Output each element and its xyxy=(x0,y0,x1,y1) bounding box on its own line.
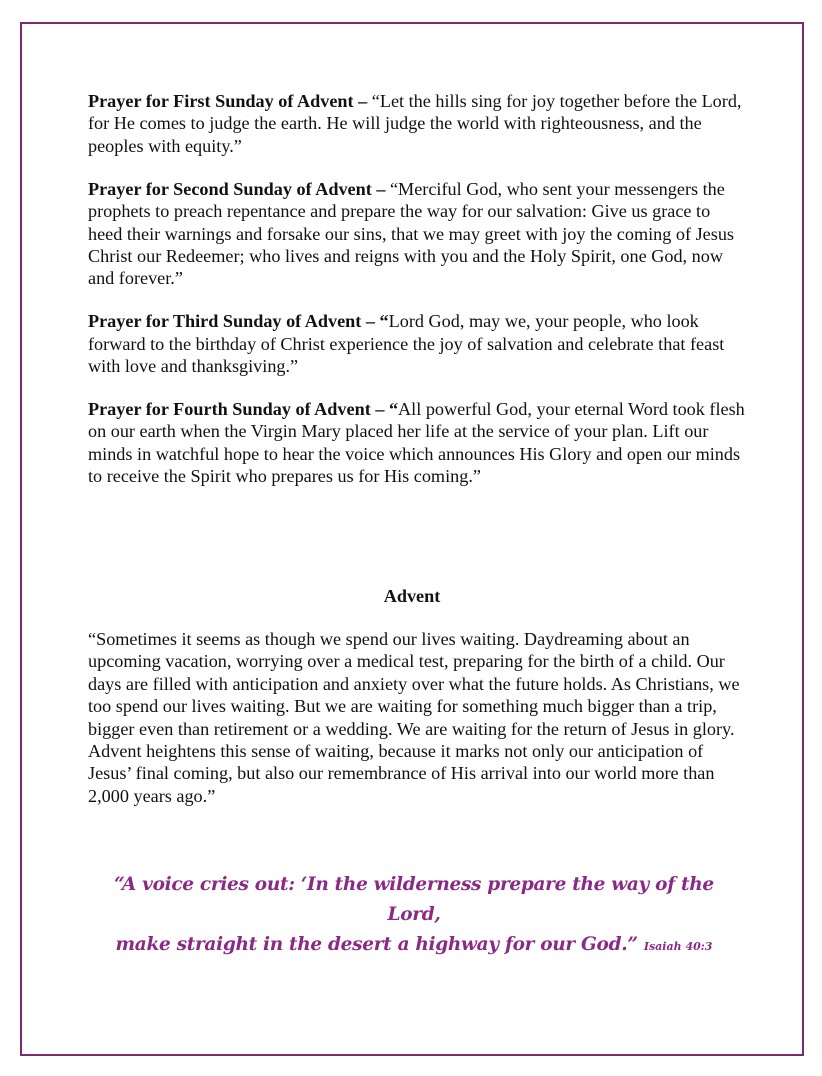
verse-line-2-text: make straight in the desert a highway for our God.” xyxy=(115,934,638,955)
prayer-separator: – xyxy=(353,91,372,111)
advent-heading: Advent xyxy=(383,586,441,606)
prayer-title: Prayer for Third Sunday of Advent xyxy=(88,311,362,332)
prayer-fourth-sunday xyxy=(88,398,748,488)
prayer-title: Prayer for Second Sunday of Advent xyxy=(88,178,372,199)
prayer-text: “Merciful God, who sent your messengers the prophets to preach repentance and prepare the way for our salvation: Give us grace to heed their warnings and forsake our sins, that we may greet with joy the coming of Jesus Christ our Redeemer; who lives and reigns with you and the Holy Spirit, one God, now and forever.” xyxy=(88,178,735,289)
prayer-first-sunday xyxy=(88,90,748,157)
prayers-section xyxy=(88,90,748,508)
prayer-separator: – xyxy=(371,178,390,199)
prayer-text: Lord God, may we, your people, who look forward to the birthday of Christ experience the joy of salvation and celebrate that feast with love and thanksgiving.” xyxy=(88,311,725,377)
prayer-text: All powerful God, your eternal Word took flesh on our earth when the Virgin Mary placed her life at the service of your plan. Lift our minds in watchful hope to hear the voice which announces His Glory and open our minds to receive the Spirit who prepares us for His coming.” xyxy=(88,398,745,487)
verse-line-2 xyxy=(90,930,738,962)
prayer-second-sunday xyxy=(88,178,748,290)
verse-line-1: “A voice cries out: ‘In the wilderness prepare the way of the Lord, xyxy=(114,874,714,925)
verse-citation: Isaiah 40:3 xyxy=(643,940,713,953)
prayer-title: Prayer for First Sunday of Advent xyxy=(88,91,354,111)
prayer-title: Prayer for Fourth Sunday of Advent xyxy=(88,398,371,419)
prayer-separator: – “ xyxy=(361,311,389,332)
scripture-verse xyxy=(90,870,738,962)
advent-reflection: “Sometimes it seems as though we spend our lives waiting. Daydreaming about an upcoming vacation, worrying over a medical test, preparing for the birth of a child. Our days are filled with anticipation and anxiety over what the future holds. As Christians, we too spend our lives waiting. But we are waiting for something much bigger than a trip, bigger even than retirement or a wedding. We are waiting for the return of Jesus in glory. Advent heightens this sense of waiting, because it marks not only our anticipation of Jesus’ final coming, but also our remembrance of His arrival into our world more than 2,000 years ago.” xyxy=(88,629,740,806)
prayer-third-sunday xyxy=(88,310,748,377)
prayer-separator: – “ xyxy=(370,398,399,419)
prayer-text: “Let the hills sing for joy together before the Lord, for He comes to judge the earth. He will judge the world with righteousness, and the peoples with equity.” xyxy=(88,91,742,156)
